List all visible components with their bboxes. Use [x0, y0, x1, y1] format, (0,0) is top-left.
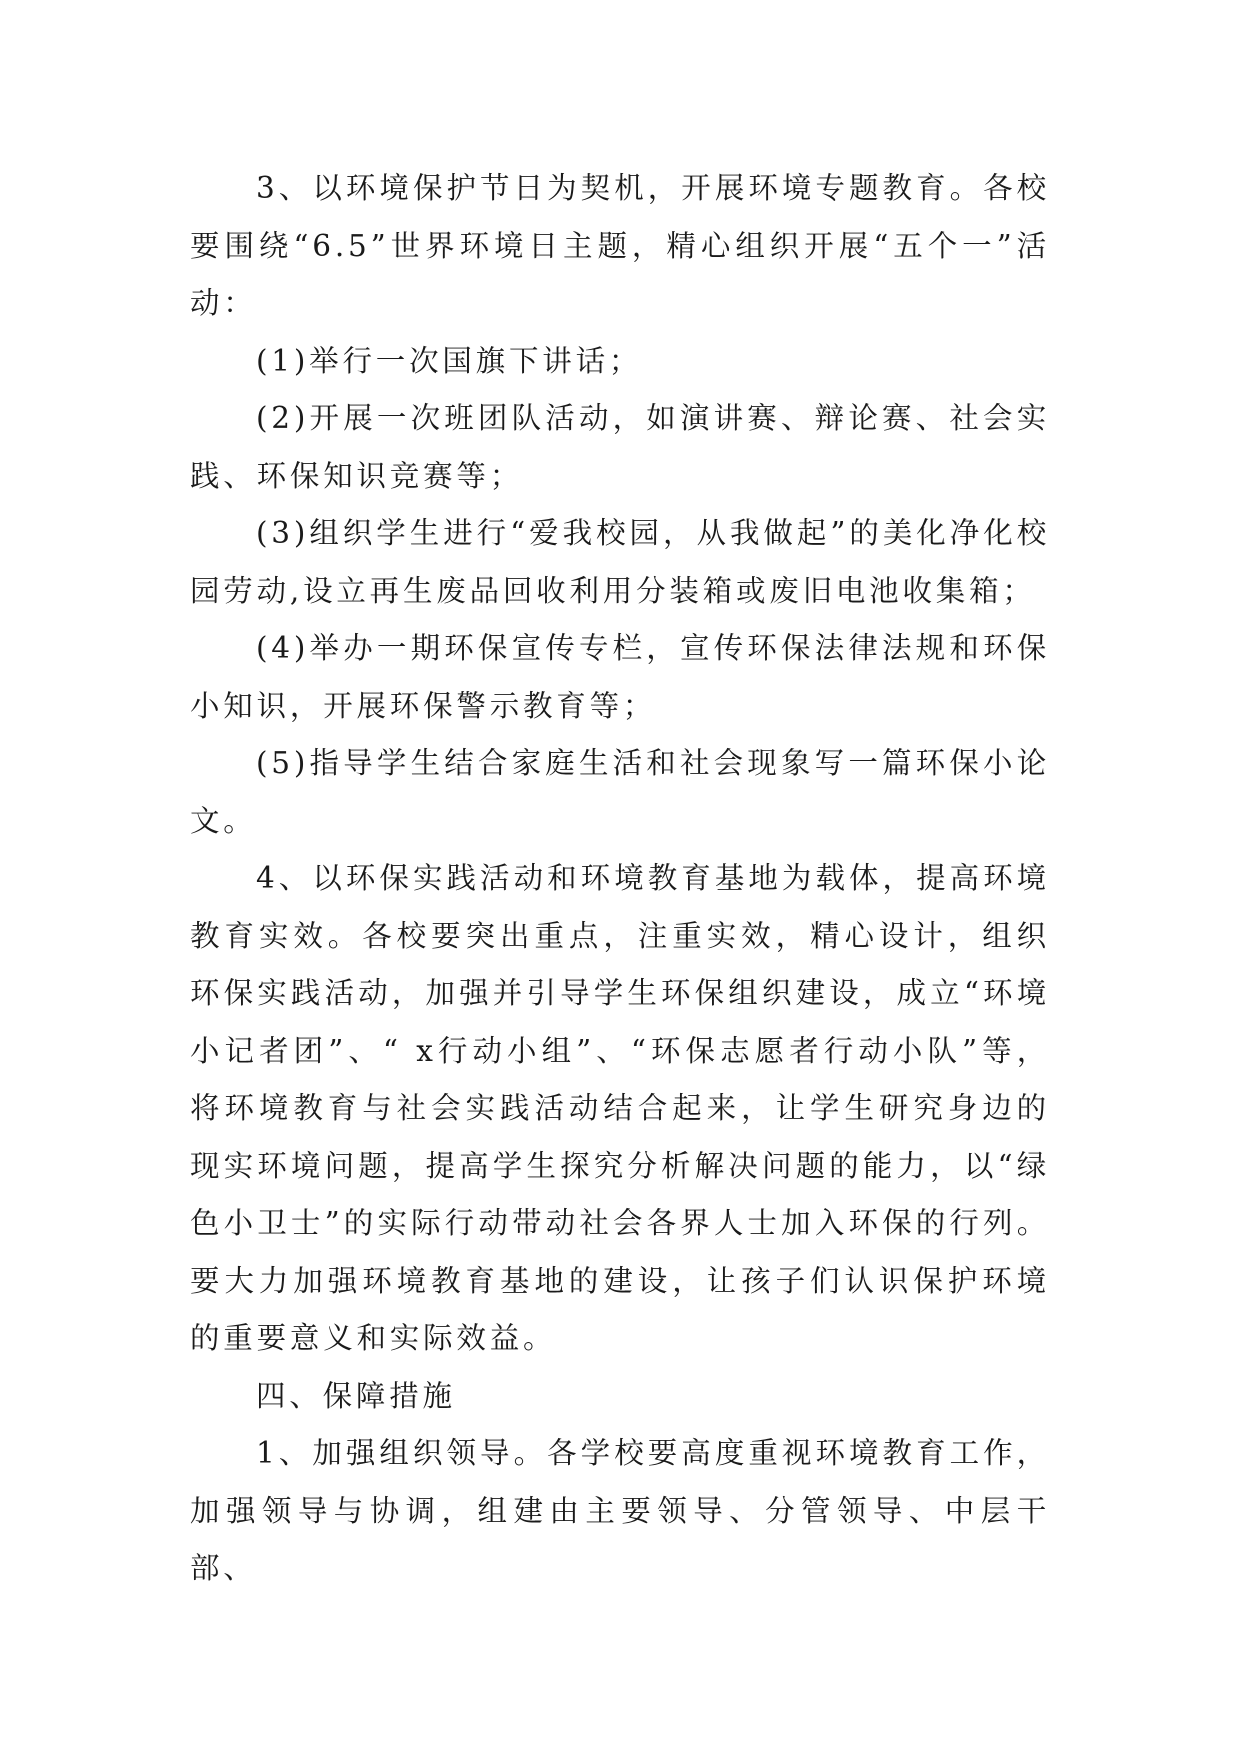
- document-body: [190, 160, 1050, 1598]
- paragraph-practice-activities: 4、以环保实践活动和环境教育基地为载体，提高环境教育实效。各校要突出重点，注重实效，精心设计，组织环保实践活动，加强并引导学生环保组织建设，成立“环境小记者团”、“ x行动小组”、“环保志愿者行动小队”等，将环境教育与社会实践活动结合起来，让学生研究身边的现实环境问题，提高学生探究分析解决问题的能力，以“绿色小卫士”的实际行动带动社会各界人士加入环保的行列。要大力加强环境教育基地的建设，让孩子们认识保护环境的重要意义和实际效益。: [190, 861, 1050, 1355]
- section-heading-safeguards: 四、保障措施: [256, 1378, 456, 1413]
- list-item-class-activity: (2)开展一次班团队活动，如演讲赛、辩论赛、社会实践、环保知识竞赛等；: [190, 401, 1050, 493]
- paragraph-organization-leadership: 1、加强组织领导。各学校要高度重视环境教育工作，加强领导与协调，组建由主要领导、分管领导、中层干部、: [190, 1436, 1050, 1585]
- list-item-campus-labor: (3)组织学生进行“爱我校园，从我做起”的美化净化校园劳动,设立再生废品回收利用分装箱或废旧电池收集箱；: [190, 516, 1050, 608]
- paragraph-festival-education: 3、以环境保护节日为契机，开展环境专题教育。各校要围绕“6.5”世界环境日主题，精心组织开展“五个一”活动：: [190, 171, 1050, 320]
- list-item-flag-speech: (1)举行一次国旗下讲话；: [256, 343, 643, 378]
- list-item-publicity-column: (4)举办一期环保宣传专栏，宣传环保法律法规和环保小知识，开展环保警示教育等；: [190, 631, 1050, 723]
- list-item-essay: (5)指导学生结合家庭生活和社会现象写一篇环保小论文。: [190, 746, 1050, 838]
